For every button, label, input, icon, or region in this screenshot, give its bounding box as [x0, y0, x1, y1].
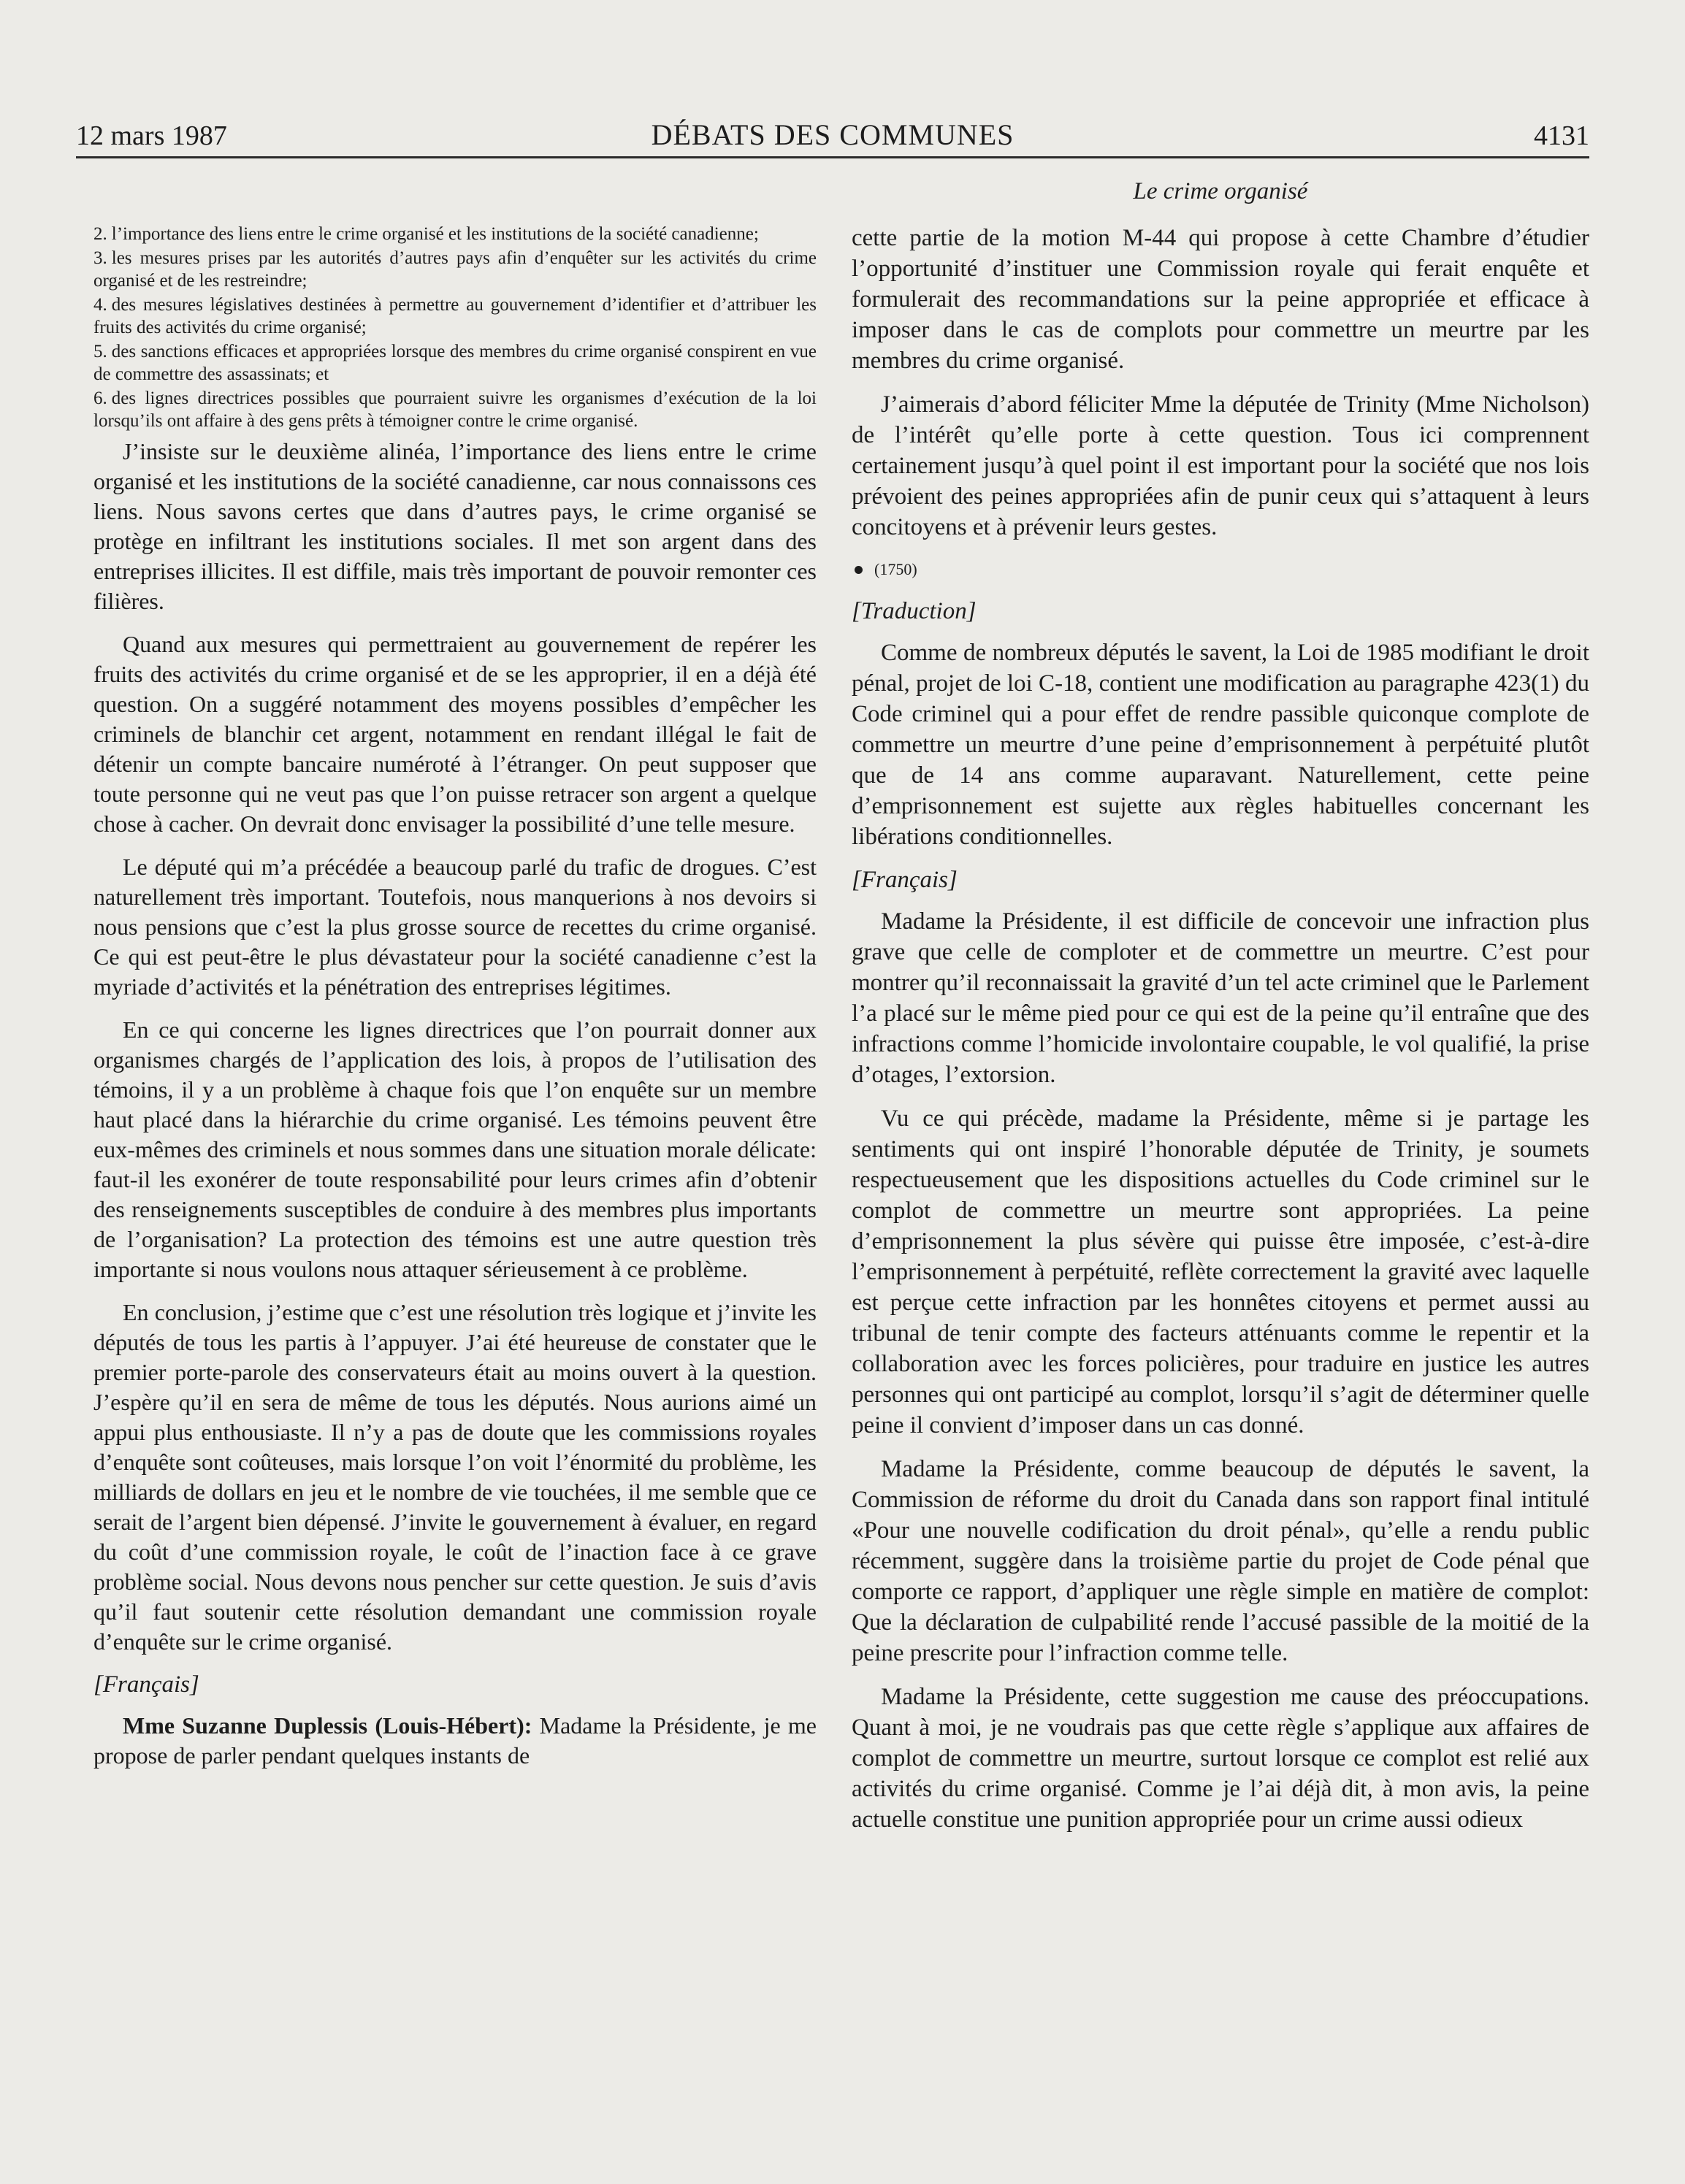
list-item-number: 6.	[93, 388, 107, 408]
running-title: Le crime organisé	[1133, 178, 1308, 204]
paragraph: En ce qui concerne les lignes directrices que l’on pourrait donner aux organismes chargés de l’application des lois, à propos de l’utilisation des témoins, il y a un problème à chaque fois que l’on enquête sur un membre haut placé dans la hiérarchie du crime organisé. Les témoins peuvent être eux-mêmes des criminels et nous sommes dans une situation morale délicate: faut-il les exonérer de toute responsabilité pour leurs crimes afin d’obtenir des renseignements susceptibles de conduire à des membres plus importants de l’organisation? La protection des témoins est une autre question très importante si nous voulons nous attaquer sérieusement à ce problème.	[93, 1016, 817, 1282]
list-item	[93, 340, 817, 386]
list-item-text: des lignes directrices possibles que pourraient suivre les organismes d’exécution de la loi lorsqu’ils ont affaire à des gens prêts à témoigner contre le crime organisé.	[93, 388, 817, 431]
motion-list	[93, 223, 817, 432]
paragraph: En conclusion, j’estime que c’est une résolution très logique et j’invite les députés de tous les partis à l’appuyer. J’ai été heureuse de constater que le premier porte-parole des conservateurs était au moins ouvert à la question. J’espère qu’il en sera de même de tous les députés. Nous aurions aimé un appui plus enthousiaste. Il n’y a pas de doute que les commissions royales d’enquête sont coûteuses, mais lorsque l’on voit l’énormité du problème, les milliards de dollars en jeu et le nombre de vie touchées, il me semble que ce serait de l’argent bien dépensé. J’invite le gouvernement à évaluer, en regard du coût d’une commission royale, le coût de l’inaction face à ce grave problème social. Nous devons nous pencher sur cette question. Je suis d’avis qu’il faut soutenir cette résolution demandant une commission royale d’enquête sur le crime organisé.	[93, 1299, 817, 1655]
header-publication: DÉBATS DES COMMUNES	[651, 118, 1015, 151]
right-column	[852, 223, 1589, 1848]
paragraph: Quand aux mesures qui permettraient au gouvernement de repérer les fruits des activités du crime organisé et de se les approprier, il en a déjà été question. On a suggéré notamment des moyens possibles d’empêcher les criminels de blanchir cet argent, notamment en rendant illégal le fait de détenir un compte bancaire numéroté à l’étranger. On peut supposer que toute personne qui ne veut pas que l’on puisse retracer son argent a quelque chose à cacher. On devrait donc envisager la possibilité d’une telle mesure.	[93, 631, 817, 837]
list-item-number: 5.	[93, 342, 107, 361]
paragraph: Comme de nombreux députés le savent, la Loi de 1985 modifiant le droit pénal, projet de loi C-18, contient une modification au paragraphe 423(1) du Code criminel qui a pour effet de rendre passible quiconque complote de commettre un meurtre d’une peine d’emprisonnement à perpétuité plutôt que de 14 ans comme auparavant. Naturellement, cette peine d’emprisonnement est sujette aux règles habituelles concernant les libérations conditionnelles.	[852, 640, 1589, 850]
list-item	[93, 223, 817, 245]
language-tag: [Français]	[852, 867, 958, 893]
list-item-text: des mesures législatives destinées à permettre au gouvernement d’identifier et d’attribuer les fruits des activités du crime organisé;	[93, 295, 817, 337]
left-column	[93, 223, 817, 1784]
list-item-text: les mesures prises par les autorités d’autres pays afin d’enquêter sur les activités du crime organisé et de les restreindre;	[93, 248, 817, 291]
speaker-name: Mme Suzanne Duplessis (Louis-Hébert):	[123, 1712, 532, 1739]
paragraph: Le député qui m’a précédée a beaucoup parlé du trafic de drogues. C’est naturellement très important. Toutefois, nous manquerions à nos devoirs si nous pensions que c’est la plus grosse source de recettes du crime organisé. Ce qui est peut-être le plus dévastateur pour la société canadienne c’est la myriade d’activités et la pénétration des entreprises légitimes.	[93, 854, 817, 1000]
language-tag: [Traduction]	[852, 598, 977, 624]
header-date: 12 mars 1987	[76, 120, 227, 151]
list-item-number: 4.	[93, 295, 107, 315]
paragraph: J’insiste sur le deuxième alinéa, l’importance des liens entre le crime organisé et les institutions de la société canadienne, car nous connaissons ces liens. Nous savons certes que dans d’autres pays, le crime organisé se protège en infiltrant les institutions sociales. Il met son argent dans des entreprises illicites. Il est diffile, mais très important de pouvoir remonter ces filières.	[93, 438, 817, 614]
list-item-text: l’importance des liens entre le crime organisé et les institutions de la société canadienne;	[111, 224, 759, 244]
list-item	[93, 247, 817, 292]
speaker-paragraph	[93, 1711, 817, 1771]
list-item	[93, 294, 817, 339]
list-item-number: 3.	[93, 248, 107, 268]
paragraph: cette partie de la motion M-44 qui propose à cette Chambre d’étudier l’opportunité d’instituer une Commission royale qui ferait enquête et formulerait des recommandations sur la peine appropriée et efficace à imposer dans le cas de complots pour commettre un meurtre par les membres du crime organisé.	[852, 225, 1589, 374]
bullet-icon	[855, 566, 863, 574]
speaker-text: Madame la Présidente, je me propose de parler pendant quelques instants de	[93, 1712, 817, 1769]
timestamp-text: (1750)	[874, 560, 917, 578]
list-item-text: des sanctions efficaces et appropriées lorsque des membres du crime organisé conspirent en vue de commettre des assassinats; et	[93, 342, 817, 384]
page-header	[76, 115, 1589, 158]
paragraph: Madame la Présidente, il est difficile de concevoir une infraction plus grave que celle de comploter et de commettre un meurtre. C’est pour montrer qu’il reconnaissait la gravité d’un tel acte criminel que le Parlement l’a placé sur le même pied pour ce qui est de la peine qu’il entraîne que des infractions comme l’homicide involontaire coupable, le vol qualifié, la prise d’otages, l’extorsion.	[852, 908, 1589, 1088]
timestamp	[852, 560, 1589, 579]
list-item	[93, 387, 817, 432]
paragraph: Madame la Présidente, comme beaucoup de députés le savent, la Commission de réforme du droit du Canada dans son rapport final intitulé «Pour une nouvelle codification du droit pénal», qu’elle a rendu public récemment, suggère dans la troisième partie du projet de Code pénal que comporte ce rapport, d’appliquer une règle simple en matière de complot: Que la déclaration de culpabilité rende l’accusé passible de la moitié de la peine prescrite pour l’infraction comme telle.	[852, 1456, 1589, 1666]
language-tag: [Français]	[93, 1671, 199, 1698]
list-item-number: 2.	[93, 224, 107, 244]
paragraph: J’aimerais d’abord féliciter Mme la députée de Trinity (Mme Nicholson) de l’intérêt qu’elle porte à cette question. Tous ici comprennent certainement jusqu’à quel point il est important pour la société que nos lois prévoient des peines appropriées afin de punir ceux qui s’attaquent à leurs concitoyens et à prévenir leurs gestes.	[852, 391, 1589, 540]
header-page-number: 4131	[1534, 120, 1589, 151]
paragraph: Madame la Présidente, cette suggestion me cause des préoccupations. Quant à moi, je ne voudrais pas que cette règle s’applique aux affaires de complot de commettre un meurtre, surtout lorsque ce complot est relié aux activités du crime organisé. Comme je l’ai déjà dit, à mon avis, la peine actuelle constitue une punition appropriée pour un crime aussi odieux	[852, 1684, 1589, 1833]
paragraph: Vu ce qui précède, madame la Présidente, même si je partage les sentiments qui ont inspiré l’honorable députée de Trinity, je soumets respectueusement que les dispositions actuelles du Code criminel sur le complot de commettre un meurtre sont appropriées. La peine d’emprisonnement la plus sévère qui puisse être imposée, c’est-à-dire l’emprisonnement à perpétuité, reflète correctement la gravité avec laquelle est perçue cette infraction par les honnêtes citoyens et permet aussi au tribunal de tenir compte des facteurs atténuants comme le repentir et la collaboration avec les forces policières, pour traduire en justice les autres personnes qui ont participé au complot, lorsqu’il s’agit de déterminer quelle peine il convient d’imposer dans un cas donné.	[852, 1106, 1589, 1438]
